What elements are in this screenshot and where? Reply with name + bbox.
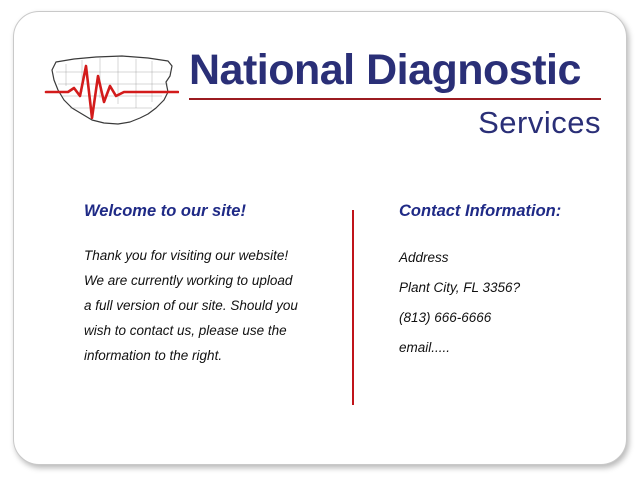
usa-map-ekg-icon: [44, 52, 179, 130]
content-card: [13, 11, 627, 465]
welcome-line: We are currently working to upload: [84, 273, 293, 288]
logo-wordmark: [189, 44, 604, 142]
welcome-line: information to the right.: [84, 348, 223, 363]
welcome-line: a full version of our site. Should you: [84, 298, 298, 313]
contact-column: [399, 202, 599, 363]
welcome-column: [84, 202, 324, 368]
welcome-line: wish to contact us, please use the: [84, 323, 287, 338]
brand-tagline: Services: [478, 105, 601, 140]
welcome-line: Thank you for visiting our website!: [84, 248, 289, 263]
vertical-divider: [352, 210, 354, 405]
site-logo: [44, 44, 604, 169]
welcome-heading: Welcome to our site!: [84, 202, 246, 220]
brand-underline: [189, 98, 601, 100]
contact-line: Address: [399, 250, 449, 265]
brand-name: National Diagnostic: [189, 46, 581, 94]
contact-heading: Contact Information:: [399, 202, 562, 220]
contact-phone: (813) 666-6666: [399, 310, 492, 325]
contact-line: Plant City, FL 3356?: [399, 280, 521, 295]
content-area: [84, 202, 589, 417]
contact-email: email.....: [399, 340, 451, 355]
